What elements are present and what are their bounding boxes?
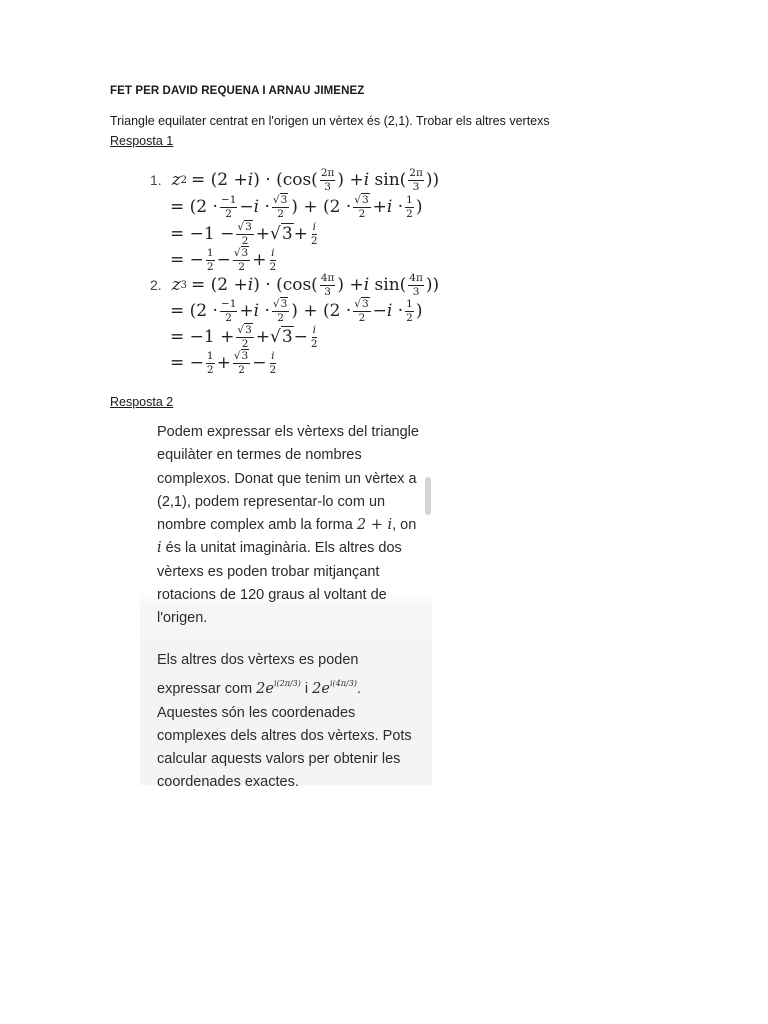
- scrollbar-thumb[interactable]: [425, 477, 431, 515]
- math-line-z2-simplify: = −1 − $\frac{√3}{2}$ + √3 + $\frac{i}{2}$: [170, 221, 318, 247]
- math-line-z3-def: 2. z 3 = (2 + i ) · (cos( $\frac{4\pi}{3}$ ) + i sin( $\frac{4\pi}{3}$ )): [150, 272, 440, 298]
- resposta-2-heading: Resposta 2: [110, 395, 174, 409]
- item-number: 2.: [150, 277, 162, 293]
- response-paragraph-1: Podem expressar els vèrtexs del triangle equilàter en termes de nombres complexos. Donat que tenim un vèrtex a (2,1), podem representar-lo com un nombre complex amb la forma 2 + i, on i és la unitat imaginària. Els altres dos vèrtexs es poden trobar mitjançant rotacions de 120 graus al voltant de l'origen.: [157, 424, 419, 627]
- math-line-z2-expand: = (2 · $\frac{-1}{2}$ − i · $\frac{√3}{2}$ ) + (2 · $\frac{√3}{2}$ + i · $\frac{1}{2}$ ): [170, 194, 423, 220]
- item-number: 1.: [150, 172, 162, 188]
- math-line-z3-expand: = (2 · $\frac{-1}{2}$ + i · $\frac{√3}{2}$ ) + (2 · $\frac{√3}{2}$ − i · $\frac{1}{2}$ ): [170, 298, 423, 324]
- math-line-z3-result: = − $\frac{1}{2}$ + $\frac{√3}{2}$ − $\frac{i}{2}$: [170, 350, 277, 376]
- author-line: FET PER DAVID REQUENA I ARNAU JIMENEZ: [110, 85, 365, 97]
- math-line-z2-def: 1. z 2 = (2 + i ) · (cos( $\frac{2\pi}{3}$ ) + i sin( $\frac{2\pi}{3}$ )): [150, 167, 440, 193]
- problem-statement: Triangle equilater centrat en l'origen un vèrtex és (2,1). Trobar els altres vertexs: [110, 114, 550, 128]
- response-paragraph-2: Els altres dos vèrtexs es poden expressar com $2e^{i(2\pi/3)}$ i $2e^{i(4\pi/3)}$. Aquestes són les coordenades complexes dels altres dos vèrtexs. Pots calcular aquests valors per obtenir les coordenades exactes.: [157, 652, 412, 791]
- math-line-z2-result: = − $\frac{1}{2}$ − $\frac{√3}{2}$ + $\frac{i}{2}$: [170, 247, 277, 273]
- math-line-z3-simplify: = −1 + $\frac{√3}{2}$ + √3 − $\frac{i}{2}$: [170, 324, 318, 350]
- resposta-1-heading: Resposta 1: [110, 134, 174, 148]
- chat-response-screenshot: [140, 415, 432, 791]
